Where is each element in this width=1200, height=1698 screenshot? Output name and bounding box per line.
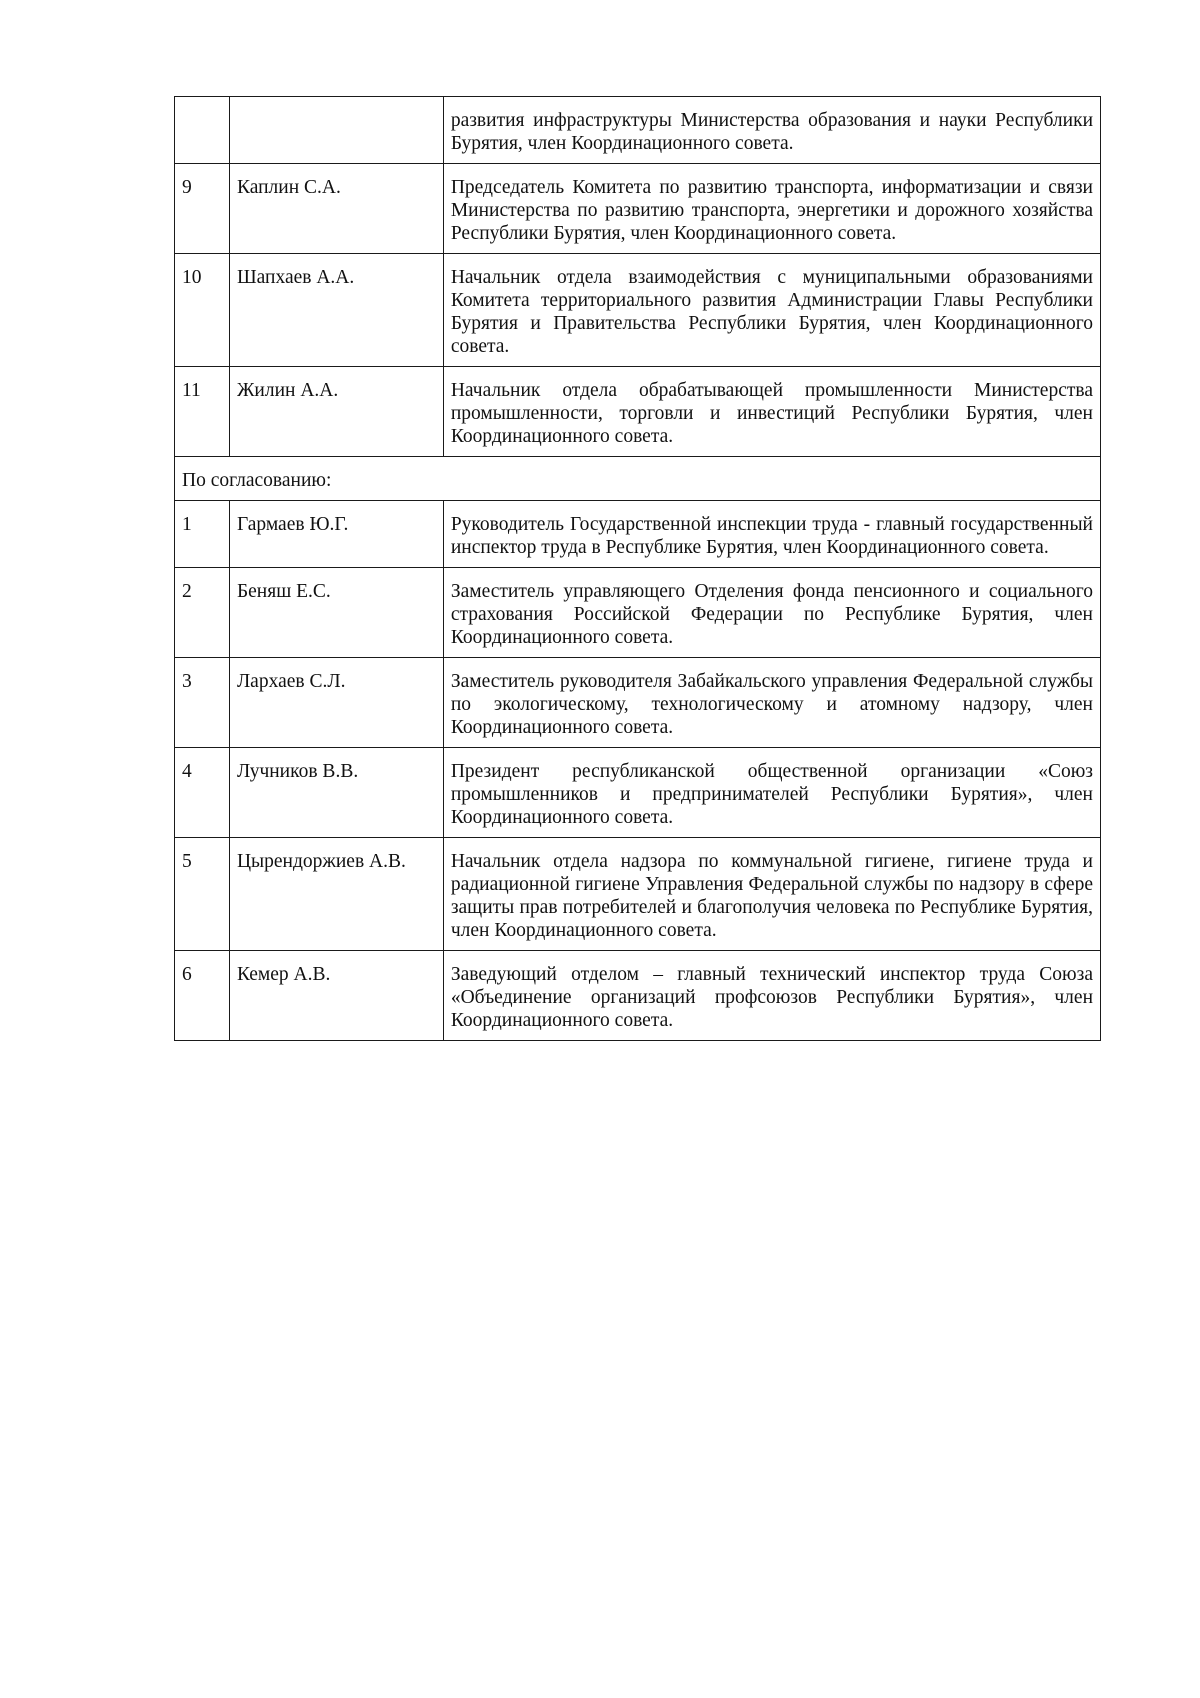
member-name: Шапхаев А.А. bbox=[229, 254, 443, 367]
member-name: Гармаев Ю.Г. bbox=[229, 501, 443, 568]
table-row bbox=[175, 568, 1101, 658]
member-name: Цырендоржиев А.В. bbox=[229, 838, 443, 951]
member-role: Руководитель Государственной инспекции труда - главный государственный инспектор труда в Республике Бурятия, член Координационного совета. bbox=[443, 501, 1100, 568]
member-name: Лархаев С.Л. bbox=[229, 658, 443, 748]
members-table bbox=[174, 96, 1101, 1041]
table-row bbox=[175, 838, 1101, 951]
table-row bbox=[175, 951, 1101, 1041]
row-number: 2 bbox=[175, 568, 230, 658]
member-role: Председатель Комитета по развитию транспорта, информатизации и связи Министерства по развитию транспорта, энергетики и дорожного хозяйства Республики Бурятия, член Координационного совета. bbox=[443, 164, 1100, 254]
table-row bbox=[175, 164, 1101, 254]
table-row bbox=[175, 658, 1101, 748]
table-row bbox=[175, 367, 1101, 457]
table-row bbox=[175, 501, 1101, 568]
table-row bbox=[175, 748, 1101, 838]
row-number: 4 bbox=[175, 748, 230, 838]
member-name: Кемер А.В. bbox=[229, 951, 443, 1041]
row-number: 5 bbox=[175, 838, 230, 951]
member-name: Беняш Е.С. bbox=[229, 568, 443, 658]
member-name: Жилин А.А. bbox=[229, 367, 443, 457]
row-number bbox=[175, 97, 230, 164]
row-number: 10 bbox=[175, 254, 230, 367]
row-number: 1 bbox=[175, 501, 230, 568]
member-name: Лучников В.В. bbox=[229, 748, 443, 838]
member-role: Начальник отдела обрабатывающей промышленности Министерства промышленности, торговли и инвестиций Республики Бурятия, член Координационного совета. bbox=[443, 367, 1100, 457]
member-role: Заведующий отделом – главный технический инспектор труда Союза «Объединение организаций профсоюзов Республики Бурятия», член Координационного совета. bbox=[443, 951, 1100, 1041]
member-name bbox=[229, 97, 443, 164]
section-label: По согласованию: bbox=[175, 457, 1101, 501]
member-role: Президент республиканской общественной организации «Союз промышленников и предпринимателей Республики Бурятия», член Координационного совета. bbox=[443, 748, 1100, 838]
section-row bbox=[175, 457, 1101, 501]
member-role: Заместитель руководителя Забайкальского управления Федеральной службы по экологическому, технологическому и атомному надзору, член Координационного совета. bbox=[443, 658, 1100, 748]
member-name: Каплин С.А. bbox=[229, 164, 443, 254]
row-number: 9 bbox=[175, 164, 230, 254]
row-number: 6 bbox=[175, 951, 230, 1041]
row-number: 3 bbox=[175, 658, 230, 748]
member-role: развития инфраструктуры Министерства образования и науки Республики Бурятия, член Координационного совета. bbox=[443, 97, 1100, 164]
member-role: Начальник отдела взаимодействия с муниципальными образованиями Комитета территориального развития Администрации Главы Республики Бурятия и Правительства Республики Бурятия, член Координационного совета. bbox=[443, 254, 1100, 367]
table-row bbox=[175, 254, 1101, 367]
table-row bbox=[175, 97, 1101, 164]
member-role: Заместитель управляющего Отделения фонда пенсионного и социального страхования Российской Федерации по Республике Бурятия, член Координационного совета. bbox=[443, 568, 1100, 658]
member-role: Начальник отдела надзора по коммунальной гигиене, гигиене труда и радиационной гигиене Управления Федеральной службы по надзору в сфере защиты прав потребителей и благополучия человека по Республике Бурятия, член Координационного совета. bbox=[443, 838, 1100, 951]
row-number: 11 bbox=[175, 367, 230, 457]
